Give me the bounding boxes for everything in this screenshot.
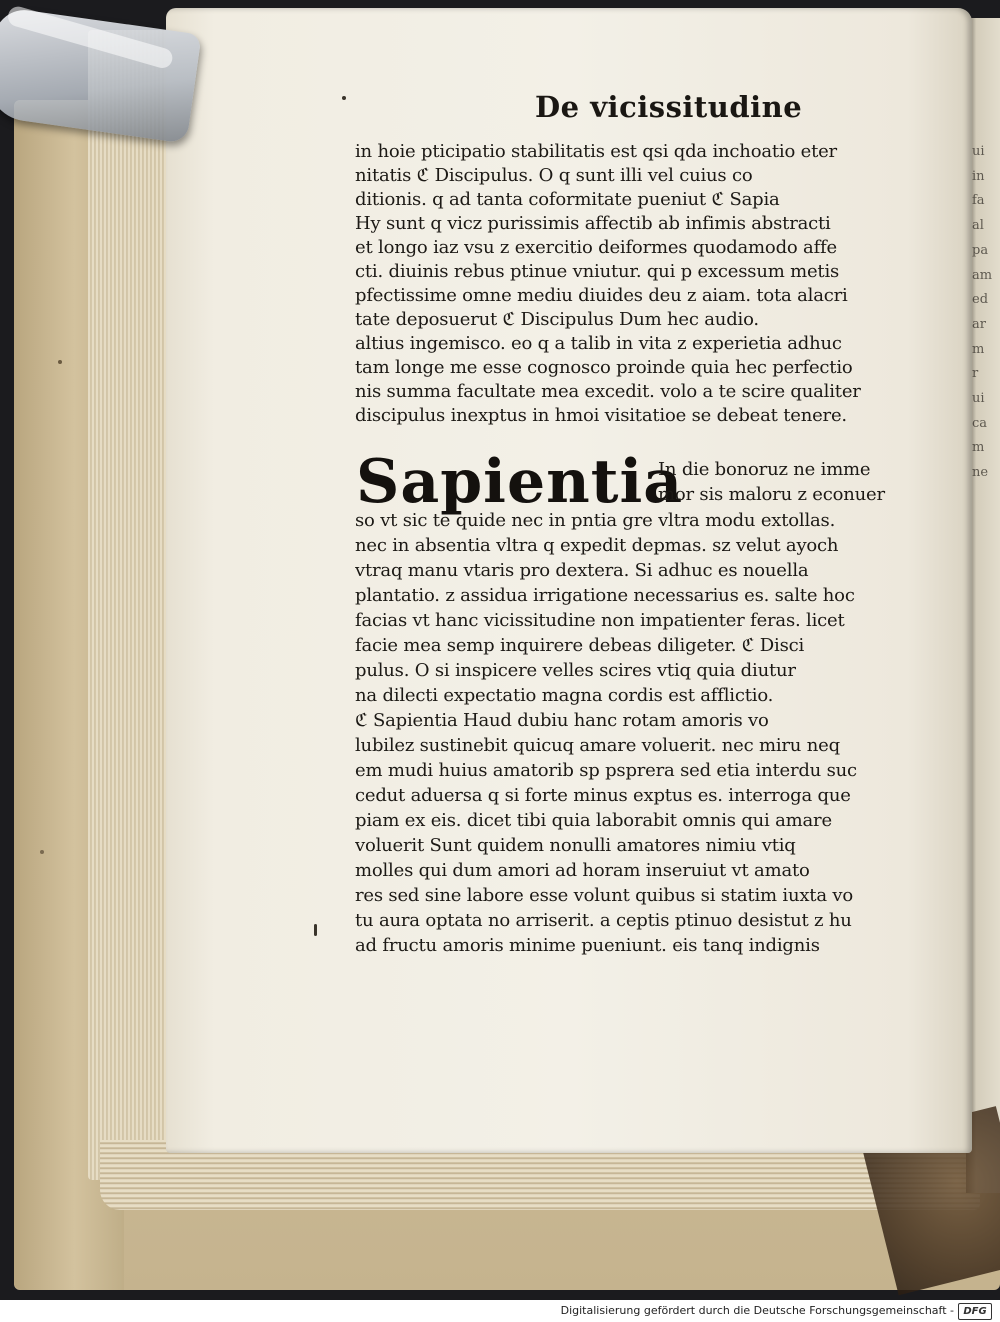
section-heading-sapientia: Sapientia: [356, 447, 684, 517]
facing-page-fragment: in: [972, 168, 985, 184]
text-line: voluerit Sunt quidem nonulli amatores nimiu vtiq: [355, 835, 796, 856]
facing-page-fragment: r: [972, 366, 979, 382]
stain-speck: [58, 360, 62, 364]
dfg-logo: DFG: [958, 1303, 992, 1320]
text-line: piam ex eis. dicet tibi quia laborabit omnis qui amare: [355, 810, 832, 831]
facing-page-text-fragments: [972, 140, 1000, 940]
ink-speck: [342, 96, 346, 100]
text-line: cedut aduersa q si forte minus exptus es. interroga que: [355, 785, 851, 806]
page-edges-left: [88, 30, 178, 1180]
text-line: Hy sunt q vicz purissimis affectib ab infimis abstracti: [355, 213, 831, 234]
text-line: ad fructu amoris minime pueniunt. eis tanq indignis: [355, 935, 820, 956]
text-line: em mudi huius amatorib sp psprera sed etia interdu suc: [355, 760, 857, 781]
text-line: molles qui dum amori ad horam inseruiut vt amato: [355, 860, 810, 881]
facing-page-fragment: ui: [972, 391, 985, 407]
text-line: ℭ Sapientia Haud dubiu hanc rotam amoris vo: [355, 710, 769, 731]
text-line: facie mea semp inquirere debeas diligeter. ℭ Disci: [355, 635, 805, 656]
facing-page-fragment: ui: [972, 144, 985, 159]
ink-speck: [314, 924, 317, 936]
facing-page-fragment: ne: [972, 465, 989, 481]
text-line: discipulus inexptus in hmoi visitatioe se debeat tenere.: [355, 405, 847, 426]
text-line: tam longe me esse cognosco proinde quia hec perfectio: [355, 357, 853, 378]
text-line: tate deposuerut ℭ Discipulus Dum hec audio.: [355, 309, 759, 330]
text-line: ditionis. q ad tanta coformitate pueniut ℭ Sapia: [355, 189, 780, 210]
text-line: nis summa facultate mea excedit. volo a te scire qualiter: [355, 381, 861, 402]
stain-speck: [40, 850, 44, 854]
facing-page-fragment: m: [972, 440, 985, 456]
text-line: facias vt hanc vicissitudine non impatienter feras. licet: [355, 610, 845, 631]
funding-credit: Digitalisierung gefördert durch die Deutsche Forschungsgemeinschaft -: [560, 1304, 954, 1317]
text-line: mor sis maloru z econuer: [658, 484, 885, 505]
running-head: De vicissitudine: [535, 90, 803, 124]
text-line: in hoie pticipatio stabilitatis est qsi qda inchoatio eter: [355, 141, 837, 162]
text-line: cti. diuinis rebus ptinue vniutur. qui p excessum metis: [355, 261, 840, 282]
facing-page-fragment: ar: [972, 316, 986, 332]
facing-page-fragment: pa: [972, 242, 989, 258]
footer-bar: [0, 1300, 1000, 1322]
text-line: res sed sine labore esse volunt quibus si statim iuxta vo: [355, 885, 853, 906]
facing-page-fragment: al: [972, 218, 984, 234]
text-line: In die bonoruz ne imme: [658, 459, 871, 480]
text-line: na dilecti expectatio magna cordis est afflictio.: [355, 685, 774, 706]
text-line: lubilez sustinebit quicuq amare voluerit. nec miru neq: [355, 735, 840, 756]
facing-page-fragment: am: [972, 267, 993, 283]
facing-page-fragment: ed: [972, 292, 989, 308]
text-line: pfectissime omne mediu diuides deu z aiam. tota alacri: [355, 285, 848, 306]
text-line: vtraq manu vtaris pro dextera. Si adhuc es nouella: [355, 560, 809, 581]
text-line: tu aura optata no arriserit. a ceptis ptinuo desistut z hu: [355, 910, 852, 931]
text-line: nec in absentia vltra q expedit depmas. sz velut ayoch: [355, 535, 839, 556]
page-clamp-highlight: [6, 4, 175, 70]
facing-page-fragment: ca: [972, 415, 988, 431]
facing-page-fragment: fa: [972, 193, 985, 209]
text-line: nitatis ℭ Discipulus. O q sunt illi vel cuius co: [355, 165, 753, 186]
text-line: pulus. O si inspicere velles scires vtiq quia diutur: [355, 660, 796, 681]
text-line: so vt sic te quide nec in pntia gre vltra modu extollas.: [355, 510, 836, 531]
facing-page-fragment: m: [972, 341, 985, 357]
text-line: et longo iaz vsu z exercitio deiformes quodamodo affe: [355, 237, 837, 258]
text-line: plantatio. z assidua irrigatione necessarius es. salte hoc: [355, 585, 855, 606]
text-line: altius ingemisco. eo q a talib in vita z experietia adhuc: [355, 333, 842, 354]
